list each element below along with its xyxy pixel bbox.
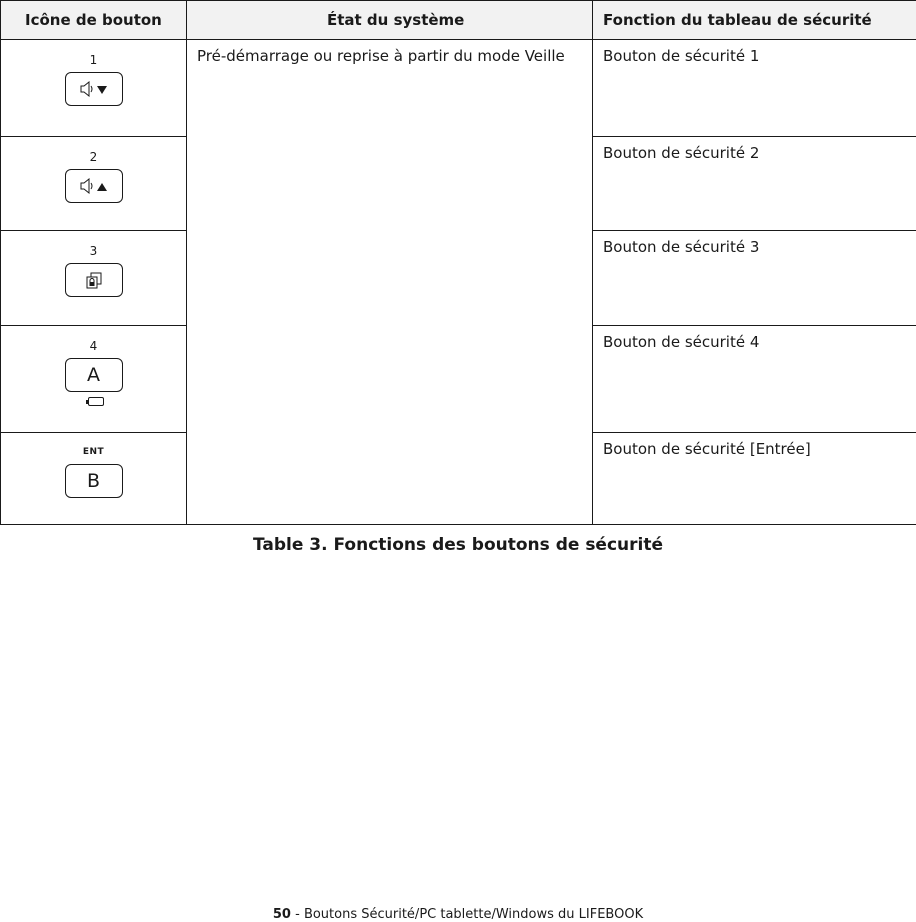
header-function: Fonction du tableau de sécurité [593,1,916,40]
function-text: Bouton de sécurité 2 [593,137,916,162]
rotate-lock-key [65,263,123,297]
function-cell [593,231,916,326]
icon-cell [1,40,187,137]
page-number: 50 [273,907,291,922]
function-text: Bouton de sécurité 1 [593,40,916,65]
system-state-text: Pré-démarrage ou reprise à partir du mode Veille [187,40,592,65]
table-header-row [1,1,916,40]
function-cell [593,40,916,137]
function-cell [593,433,916,525]
icon-cell [1,231,187,326]
volume-down-icon [79,81,109,97]
footer-text: - Boutons Sécurité/PC tablette/Windows du LIFEBOOK [291,907,643,922]
table-row [1,40,916,137]
volume-down-key [65,72,123,106]
rotate-lock-icon [85,271,103,289]
icon-cell [1,326,187,433]
function-cell [593,326,916,433]
icon-cell [1,433,187,525]
button-number: 2 [1,150,186,164]
table-caption: Table 3. Fonctions des boutons de sécurité [0,535,916,555]
volume-up-key [65,169,123,203]
header-icon: Icône de bouton [1,1,187,40]
button-number: 3 [1,244,186,258]
header-state: État du système [187,1,593,40]
icon-cell [1,137,187,231]
button-number: 1 [1,53,186,67]
function-text: Bouton de sécurité 3 [593,231,916,256]
enter-label: ENT [1,445,186,459]
volume-up-icon [79,178,109,194]
button-number: 4 [1,339,186,353]
battery-icon [88,397,104,406]
page-footer [0,907,916,922]
function-cell [593,137,916,231]
function-text: Bouton de sécurité [Entrée] [593,433,916,458]
system-state-cell [187,40,593,525]
key-a: A [65,358,123,392]
key-b: B [65,464,123,498]
function-text: Bouton de sécurité 4 [593,326,916,351]
